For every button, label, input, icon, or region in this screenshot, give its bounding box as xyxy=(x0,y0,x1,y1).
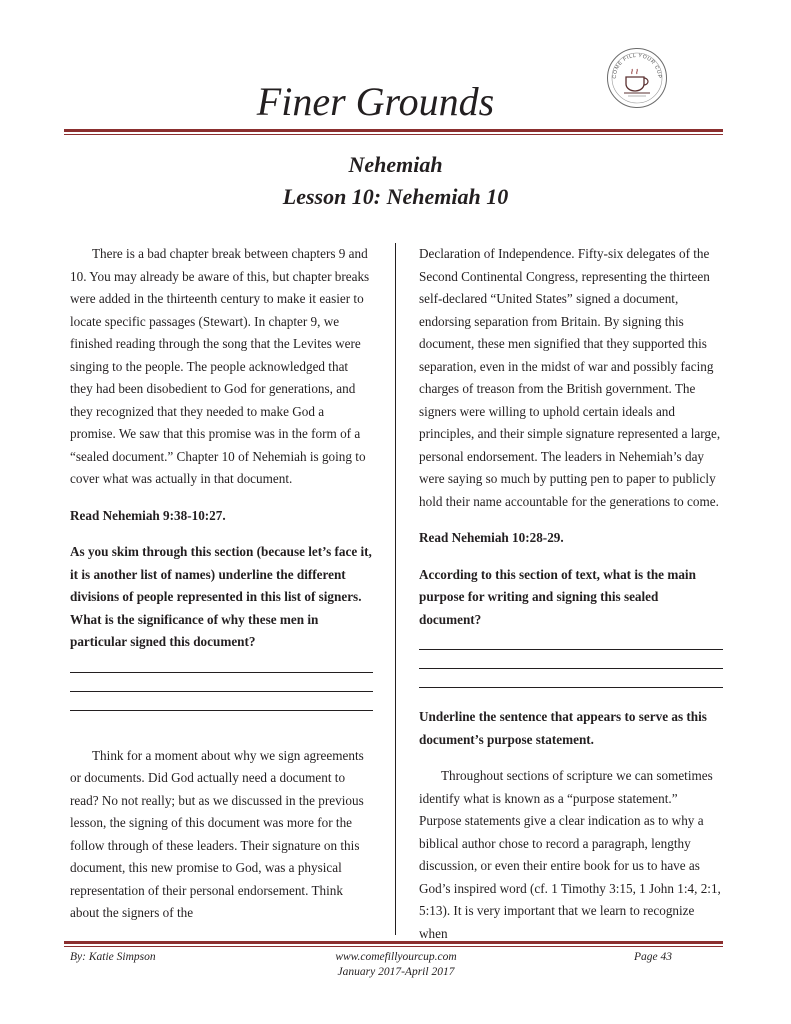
answer-line xyxy=(419,687,723,688)
footer-dates: January 2017-April 2017 xyxy=(337,966,455,978)
page-number: Page 43 xyxy=(634,951,673,963)
answer-line xyxy=(70,691,373,692)
header-rule-thin xyxy=(64,134,723,135)
underline-instruction: Underline the sentence that appears to serve as this document’s purpose statement. xyxy=(419,709,707,747)
site-title: Finer Grounds xyxy=(256,79,495,124)
question-2: According to this section of text, what is the main purpose for writing and signing this sealed document? xyxy=(419,566,696,627)
footer-center xyxy=(291,950,501,980)
svg-text:COME FILL YOUR CUP xyxy=(612,53,662,79)
answer-line xyxy=(70,710,373,711)
left-column xyxy=(70,243,373,925)
footer-rule-thick xyxy=(64,941,723,944)
footer-website: www.comefillyourcup.com xyxy=(335,951,457,963)
question-1: As you skim through this section (because let’s face it, it is another list of names) underline the different divisions of people represented in this list of signers. What is the significance of why these men in particular signed this document? xyxy=(70,544,372,649)
reading-assignment-2: Read Nehemiah 10:28-29. xyxy=(419,530,564,545)
answer-line xyxy=(419,668,723,669)
header-rule-thick xyxy=(64,129,723,132)
footer-author: By: Katie Simpson xyxy=(70,951,156,963)
logo-text: COME FILL YOUR CUP xyxy=(611,52,663,79)
answer-line xyxy=(419,649,723,650)
answer-lines-2 xyxy=(419,649,723,688)
signing-paragraph: Think for a moment about why we sign agreements or documents. Did God actually need a document to read? No not really; but as we discussed in the previous lesson, the signing of this document was more for the follow through of these leaders. Their signature on this document, this new promise to God, was a physical representation of their personal endorsement. Think about the signers of the xyxy=(70,747,364,920)
footer-rule-thin xyxy=(64,946,723,947)
answer-line xyxy=(70,672,373,673)
reading-assignment-1: Read Nehemiah 9:38-10:27. xyxy=(70,507,226,523)
column-divider xyxy=(395,243,396,935)
declaration-paragraph: Declaration of Independence. Fifty-six delegates of the Second Continental Congress, representing the thirteen self-declared “United States” signed a document, endorsing separation from Britain. By signing this document, these men signified that they supported this separation, even in the midst of war and possibly facing charges of treason from the British government. The signers were willing to uphold certain ideals and principles, and their simple signature represented a large, personal endorsement. The leaders in Nehemiah’s day were saying so much by putting pen to paper to publicly hold their name accountable for the generations to come. xyxy=(419,246,721,509)
intro-paragraph: There is a bad chapter break between chapters 9 and 10. You may already be aware of this, but chapter breaks were added in the thirteenth century to make it easier to locate specific passages (Stewart). In chapter 9, we finished reading through the song that the Levites were singing to the people. The people acknowledged that they had been disobedient to God for generations, and they recognized that they needed to make God a promise. We saw that this promise was in the form of a “sealed document.” Chapter 10 of Nehemiah is going to cover what was actually in that document. xyxy=(70,246,370,486)
purpose-statement-paragraph: Throughout sections of scripture we can sometimes identify what is known as a “purpose statement.” Purpose statements give a clear indication as to why a biblical author chose to record a paragraph, lengthy discussion, or even their entire book for us to have as God’s inspired word (cf. 1 Timothy 3:15, 1 John 1:4, 2:1, 5:13). It is very important that we learn to recognize when xyxy=(419,768,721,941)
right-column xyxy=(419,243,723,945)
answer-lines-1 xyxy=(70,672,373,711)
book-title: Nehemiah xyxy=(348,152,443,177)
lesson-title: Lesson 10: Nehemiah 10 xyxy=(282,184,509,209)
